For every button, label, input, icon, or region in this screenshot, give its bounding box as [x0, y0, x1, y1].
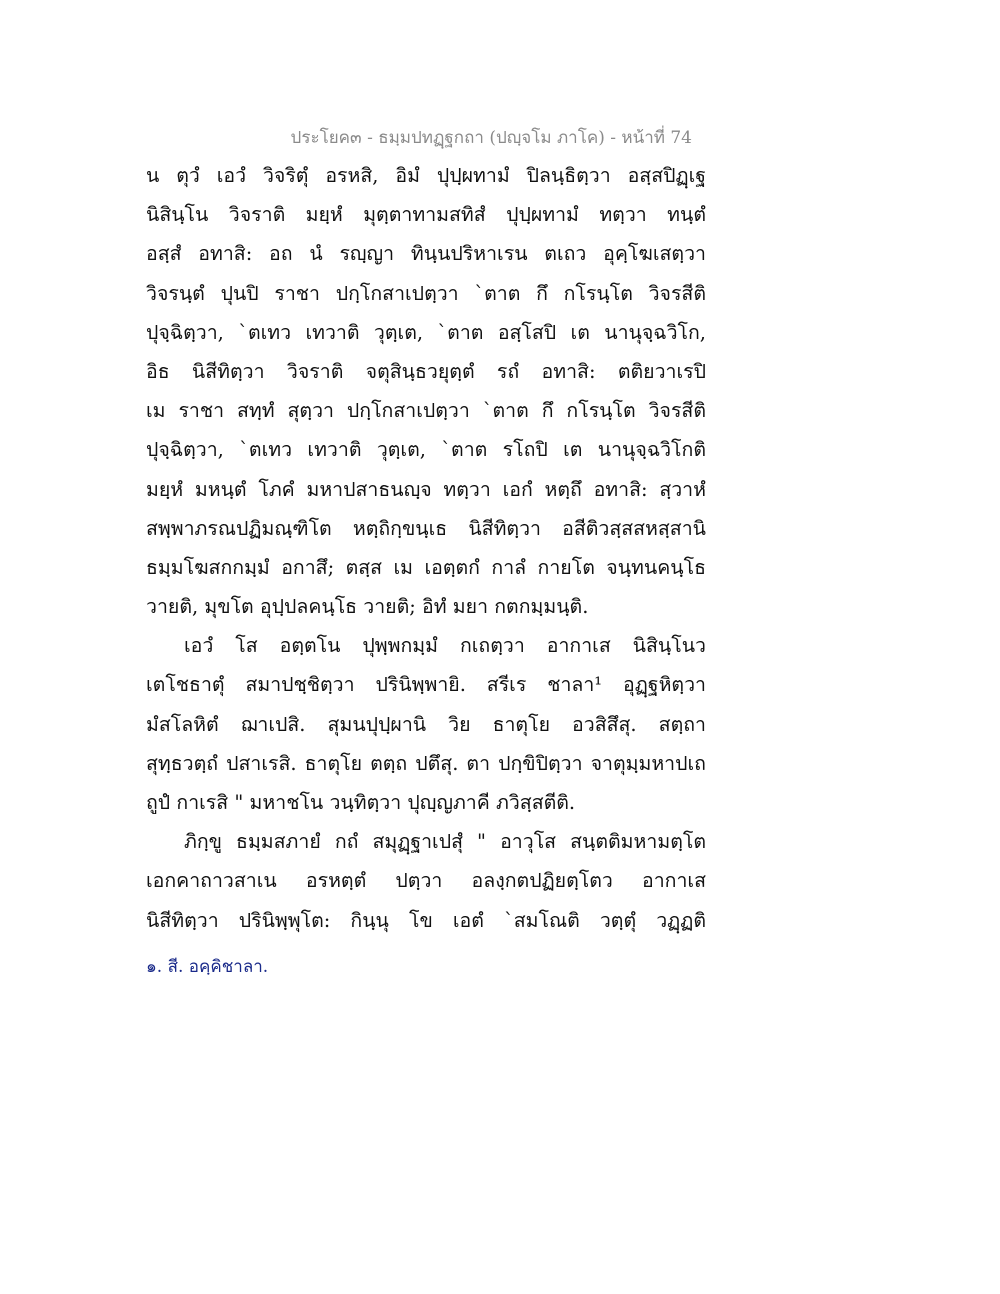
text-line: นิสีทิตฺวา ปรินิพฺพุโต: กินฺนุ โข เอตํ `สมโณติ วตฺตุํ วฏฺฏติ: [146, 908, 706, 932]
text-line: มยฺหํ มหนฺตํ โภคํ มหาปสาธนญฺจ ทตฺวา เอกํ หตฺถึ อทาสิ: สฺวาหํ: [146, 477, 706, 501]
text-line: ธมฺมโฆสกกมฺมํ อกาสึ; ตสฺส เม เอตฺตกํ กาลํ กายโต จนฺทนคนฺโธ: [146, 555, 706, 579]
body-text: [146, 156, 706, 940]
text-line: อสฺสํ อทาสิ: อถ นํ รญฺญา ทินฺนปริหาเรน ตเถว อุคฺโฆเสตฺวา: [146, 242, 706, 266]
text-line: เอกคาถาวสาเน อรหตฺตํ ปตฺวา อลงฺกตปฏิยตฺโตว อากาเส: [146, 869, 706, 893]
text-line: อิธ นิสีทิตฺวา วิจราติ จตุสินฺธวยุตฺตํ รถํ อทาสิ: ตติยวาเรปิ: [146, 359, 706, 383]
text-line: วิจรนฺตํ ปุนปิ ราชา ปกฺโกสาเปตฺวา `ตาต กึ กโรนฺโต วิจรสีติ: [146, 281, 706, 305]
text-line: สพฺพาภรณปฏิมณฺฑิโต หตฺถิกฺขนฺเธ นิสีทิตฺวา อสีติวสฺสสหสฺสานิ: [146, 516, 706, 540]
text-line: ปุจฺฉิตฺวา, `ตเทว เทวาติ วุตฺเต, `ตาต อสฺโสปิ เต นานุจฺฉวิโก,: [146, 320, 706, 344]
text-line: ถูปํ กาเรสิ " มหาชโน วนฺทิตฺวา ปุญฺญภาคี ภวิสฺสตีติ.: [146, 791, 576, 814]
text-line: วายติ, มุขโต อุปฺปลคนฺโธ วายติ; อิทํ มยา กตกมฺมนฺติ.: [146, 595, 589, 619]
footnote: ๑. สี. อคฺคิชาลา.: [146, 957, 269, 977]
text-line: ปุจฺฉิตฺวา, `ตเทว เทวาติ วุตฺเต, `ตาต รโถปิ เต นานุจฺฉวิโกติ: [146, 438, 706, 462]
text-line: ภิกฺขู ธมฺมสภายํ กถํ สมุฏฺฐาเปสุํ " อาวุโส สนฺตติมหามตฺโต: [184, 830, 706, 854]
text-line: นิสินฺโน วิจราติ มยฺหํ มุตฺตาทามสทิสํ ปุปฺผทามํ ทตฺวา ทนฺตํ: [146, 203, 706, 227]
text-line: เอวํ โส อตฺตโน ปุพฺพกมฺมํ กเถตฺวา อากาเส นิสินฺโนว: [184, 634, 706, 658]
text-line: เม ราชา สทฺทํ สุตฺวา ปกฺโกสาเปตฺวา `ตาต กึ กโรนฺโต วิจรสีติ: [146, 399, 706, 423]
running-header: ประโยค๓ - ธมฺมปทฏฺฐกถา (ปญฺจโม ภาโค) - หน้าที่ 74: [290, 128, 692, 148]
text-line: น ตุวํ เอวํ วิจริตุํ อรหสิ, อิมํ ปุปฺผทามํ ปิลนฺธิตฺวา อสฺสปิฏฺเฐ: [146, 164, 706, 187]
text-line: เตโชธาตุํ สมาปชฺชิตฺวา ปรินิพฺพายิ. สรีเร ชาลา¹ อุฏฺฐหิตฺวา: [146, 673, 706, 697]
text-line: มํสโลหิตํ ฌาเปสิ. สุมนปุปฺผานิ วิย ธาตุโย อวสิสึสุ. สตฺถา: [146, 712, 706, 736]
text-line: สุทฺธวตฺถํ ปสาเรสิ. ธาตุโย ตตฺถ ปตึสุ. ตา ปกฺขิปิตฺวา จาตุมฺมหาปเถ: [146, 751, 706, 775]
